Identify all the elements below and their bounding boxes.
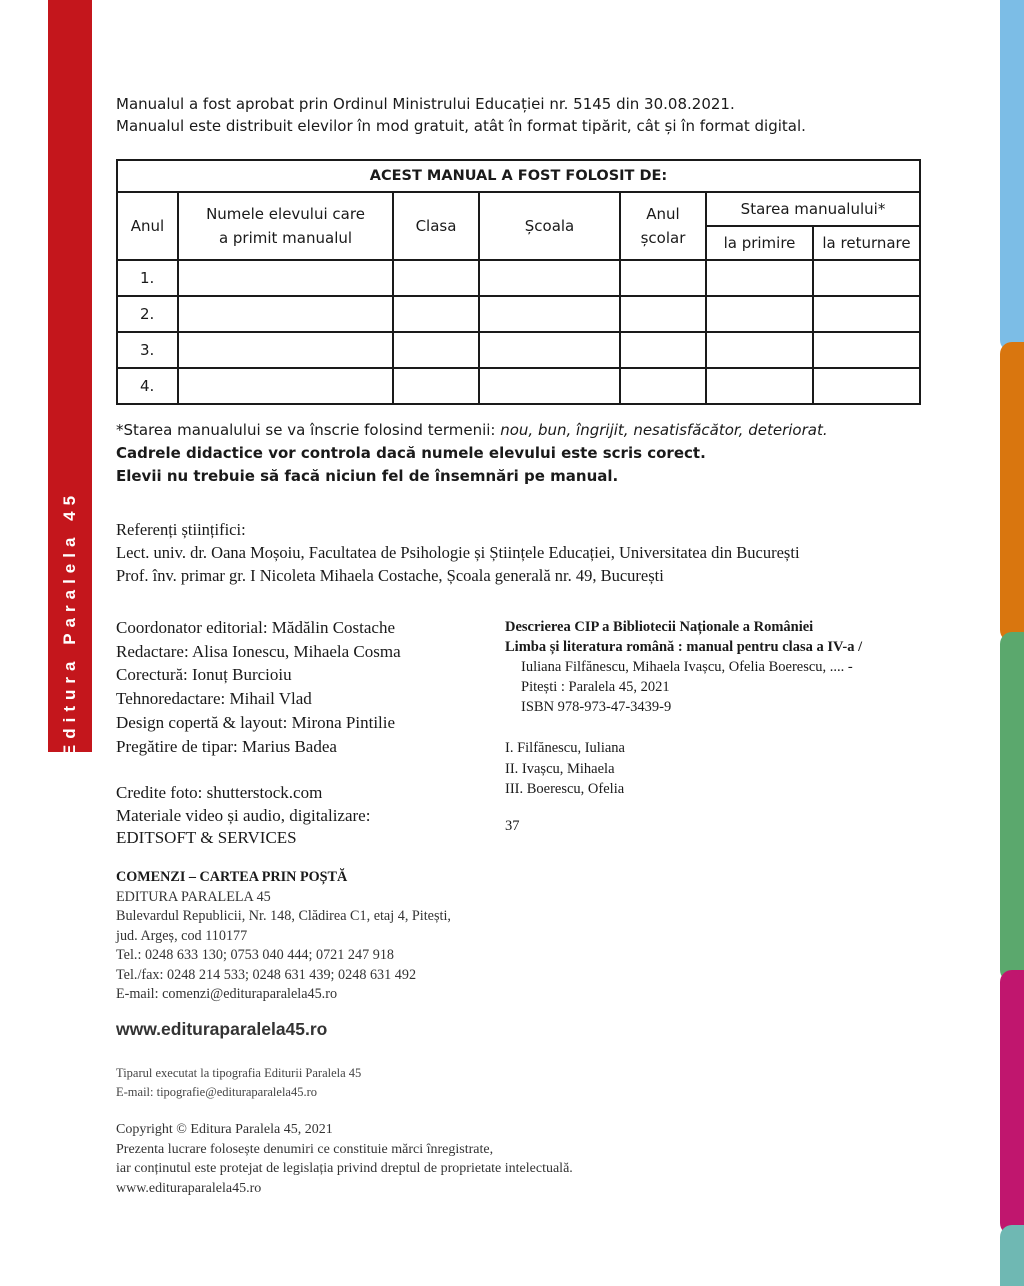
- approval-line: Manualul a fost aprobat prin Ordinul Ministrului Educației nr. 5145 din 30.08.2021.: [116, 95, 735, 113]
- header-la-primire: la primire: [706, 226, 813, 260]
- table-row: [117, 296, 920, 332]
- print-line: Tiparul executat la tipografia Editurii Paralela 45: [116, 1066, 362, 1080]
- cell-primire: [706, 368, 813, 404]
- referees-title: Referenți științifici:: [116, 520, 246, 539]
- edge-tab-blue: [1000, 0, 1024, 352]
- copyright-line: iar conținutul este protejat de legislația privind dreptul de proprietate intelectuală.: [116, 1161, 573, 1177]
- header-scoala: Școala: [479, 192, 620, 260]
- cell-returnare: [813, 368, 920, 404]
- cell-an: [620, 260, 706, 296]
- approval-notice: [116, 93, 806, 137]
- table-row: [117, 368, 920, 404]
- table-row: [117, 260, 920, 296]
- orders-line: Bulevardul Republicii, Nr. 148, Clădirea C1, etaj 4, Pitești,: [116, 908, 451, 924]
- orders-email: E-mail: comenzi@edituraparalela45.ro: [116, 986, 338, 1002]
- header-anul: Anul: [117, 192, 178, 260]
- starea-prefix: *Starea manualului se va înscrie folosind termenii:: [116, 421, 501, 439]
- usage-notes: [116, 419, 828, 488]
- cell-nume: [178, 368, 393, 404]
- copyright-line: Copyright © Editura Paralela 45, 2021: [116, 1122, 333, 1137]
- orders-title: COMENZI – CARTEA PRIN POȘTĂ: [116, 869, 348, 885]
- cell-primire: [706, 332, 813, 368]
- edge-tab-green: [1000, 632, 1024, 982]
- cell-an: [620, 332, 706, 368]
- student-note: Elevii nu trebuie să facă niciun fel de însemnări pe manual.: [116, 467, 619, 485]
- cell-returnare: [813, 296, 920, 332]
- orders-contact: [116, 868, 451, 1005]
- copyright-line: Prezenta lucrare folosește denumiri ce constituie mărci înregistrate,: [116, 1141, 494, 1157]
- scientific-referees: [116, 518, 800, 587]
- referee-line: Lect. univ. dr. Oana Moșoiu, Facultatea de Psihologie și Științele Educației, Universitatea din București: [116, 543, 800, 562]
- credit-line: Corectură: Ionuț Burcioiu: [116, 665, 292, 685]
- edge-tab-magenta: [1000, 970, 1024, 1235]
- teacher-note: Cadrele didactice vor controla dacă numele elevului este scris corect.: [116, 444, 706, 462]
- editorial-credits: [116, 616, 401, 758]
- starea-note: [116, 419, 828, 442]
- row-number: 3.: [117, 332, 178, 368]
- cell-nume: [178, 332, 393, 368]
- print-email: E-mail: tipografie@edituraparalela45.ro: [116, 1085, 318, 1099]
- cip-authors: Iuliana Filfănescu, Mihaela Ivașcu, Ofelia Boerescu, .... -: [521, 659, 853, 675]
- credit-line: Pregătire de tipar: Marius Badea: [116, 736, 337, 756]
- distribution-line: Manualul este distribuit elevilor în mod gratuit, atât în format tipărit, cât și în format digital.: [116, 117, 806, 135]
- credit-line: Design copertă & layout: Mirona Pintilie: [116, 712, 396, 732]
- copyright-notice: [116, 1120, 573, 1199]
- cell-scoala: [479, 260, 620, 296]
- orders-line: EDITURA PARALELA 45: [116, 888, 271, 905]
- cell-primire: [706, 260, 813, 296]
- cip-publisher: Pitești : Paralela 45, 2021: [521, 679, 670, 695]
- cell-returnare: [813, 260, 920, 296]
- starea-terms: nou, bun, îngrijit, nesatisfăcător, deteriorat.: [500, 421, 828, 439]
- cip-number: 37: [505, 818, 520, 834]
- header-nume-line2: a primit manualul: [218, 229, 353, 247]
- credit-line: Redactare: Alisa Ionescu, Mihaela Cosma: [116, 641, 401, 661]
- website-link[interactable]: www.edituraparalela45.ro: [116, 1019, 328, 1039]
- cip-isbn: ISBN 978-973-47-3439-9: [521, 699, 672, 715]
- credit-line: Credite foto: shutterstock.com: [116, 783, 323, 802]
- credit-line: Tehnoredactare: Mihail Vlad: [116, 689, 312, 709]
- edge-tab-teal: [1000, 1225, 1024, 1286]
- cip-description: [505, 617, 862, 717]
- cell-scoala: [479, 332, 620, 368]
- cell-clasa: [393, 332, 479, 368]
- header-an-scolar: [620, 192, 706, 260]
- edge-tab-orange: [1000, 342, 1024, 642]
- cell-an: [620, 296, 706, 332]
- cell-clasa: [393, 368, 479, 404]
- header-nume: [178, 192, 393, 260]
- row-number: 2.: [117, 296, 178, 332]
- table-caption: ACEST MANUAL A FOST FOLOSIT DE:: [117, 160, 920, 192]
- media-credits: [116, 782, 370, 850]
- print-info: [116, 1064, 361, 1102]
- credit-line: EDITSOFT & SERVICES: [116, 828, 297, 847]
- credit-line: Materiale video și audio, digitalizare:: [116, 805, 371, 825]
- header-la-returnare: la returnare: [813, 226, 920, 260]
- credit-line: Coordonator editorial: Mădălin Costache: [116, 618, 396, 637]
- row-number: 1.: [117, 260, 178, 296]
- cip-book-title: Limba și literatura română : manual pentru clasa a IV-a /: [505, 639, 863, 655]
- cell-scoala: [479, 296, 620, 332]
- referee-line: Prof. înv. primar gr. I Nicoleta Mihaela Costache, Școala generală nr. 49, București: [116, 566, 664, 585]
- cell-returnare: [813, 332, 920, 368]
- cip-name: II. Ivașcu, Mihaela: [505, 760, 615, 777]
- manual-usage-table: [116, 159, 921, 405]
- side-publisher-text: Editura Paralela 45: [60, 489, 80, 756]
- cell-primire: [706, 296, 813, 332]
- row-number: 4.: [117, 368, 178, 404]
- orders-line: jud. Argeș, cod 110177: [116, 927, 248, 944]
- cell-clasa: [393, 260, 479, 296]
- cip-name: III. Boerescu, Ofelia: [505, 781, 625, 797]
- cell-an: [620, 368, 706, 404]
- cell-nume: [178, 296, 393, 332]
- cell-clasa: [393, 296, 479, 332]
- copyright-url: www.edituraparalela45.ro: [116, 1181, 262, 1197]
- side-publisher-label: [48, 489, 92, 756]
- table-row: [117, 332, 920, 368]
- cell-nume: [178, 260, 393, 296]
- cip-author-index: [505, 738, 625, 800]
- header-an-line1: Anul: [646, 205, 680, 223]
- orders-line: Tel./fax: 0248 214 533; 0248 631 439; 0248 631 492: [116, 966, 417, 983]
- header-clasa: Clasa: [393, 192, 479, 260]
- cip-name: I. Filfănescu, Iuliana: [505, 740, 625, 756]
- orders-line: Tel.: 0248 633 130; 0753 040 444; 0721 247 918: [116, 947, 395, 963]
- cip-title: Descrierea CIP a Bibliotecii Naționale a României: [505, 619, 814, 635]
- cell-scoala: [479, 368, 620, 404]
- header-nume-line1: Numele elevului care: [206, 205, 365, 223]
- header-an-line2: școlar: [640, 229, 686, 247]
- header-starea: Starea manualului*: [706, 192, 920, 226]
